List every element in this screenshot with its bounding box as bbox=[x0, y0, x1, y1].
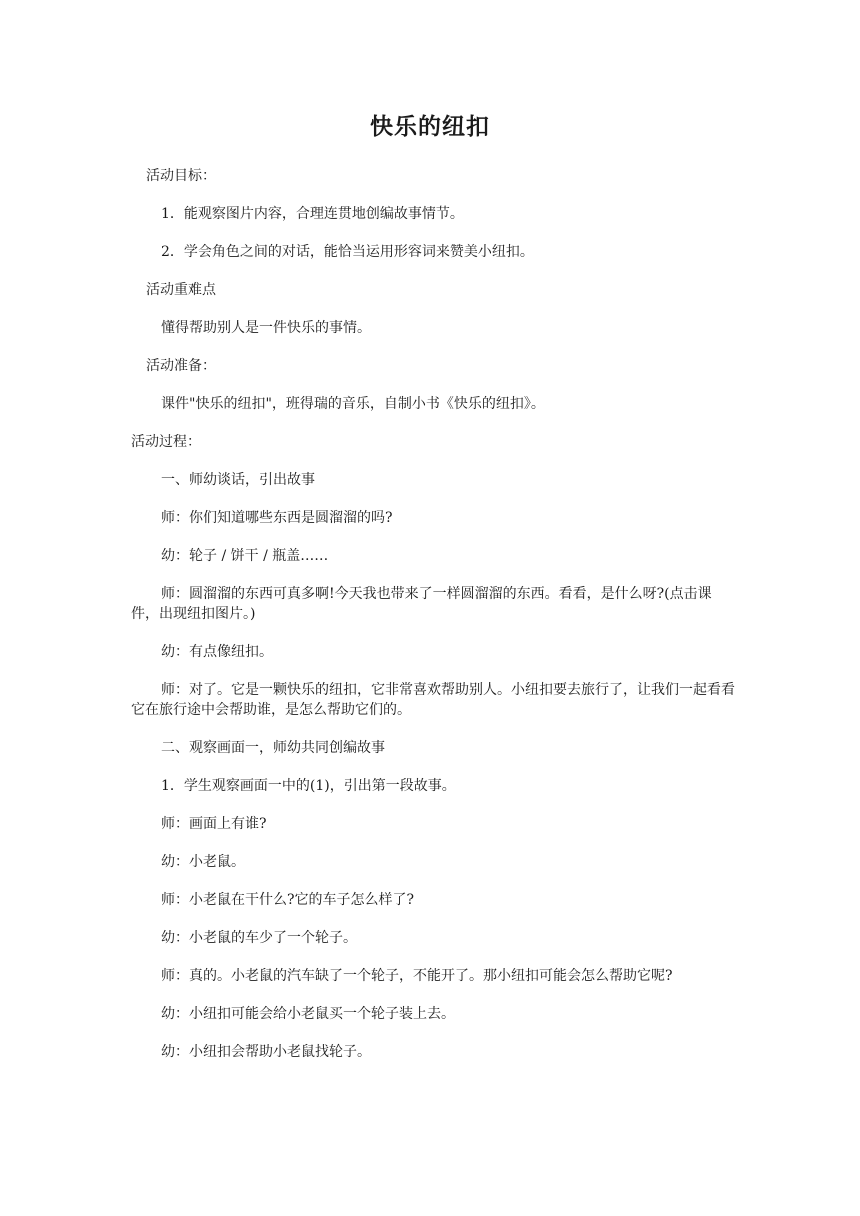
paragraph: 师：真的。小老鼠的汽车缺了一个轮子，不能开了。那小纽扣可能会怎么帮助它呢? bbox=[161, 968, 673, 984]
paragraph: 课件"快乐的纽扣"，班得瑞的音乐，自制小书《快乐的纽扣》。 bbox=[161, 396, 545, 412]
paragraph: 幼：小纽扣可能会给小老鼠买一个轮子装上去。 bbox=[161, 1006, 455, 1022]
paragraph: 师：小老鼠在干什么?它的车子怎么样了? bbox=[161, 892, 415, 908]
paragraph: 活动准备： bbox=[146, 358, 216, 374]
paragraph: 活动目标： bbox=[146, 168, 216, 184]
paragraph: 2．学会角色之间的对话，能恰当运用形容词来赞美小纽扣。 bbox=[161, 244, 534, 260]
document-body bbox=[131, 166, 736, 1080]
paragraph: 幼：有点像纽扣。 bbox=[161, 644, 273, 660]
paragraph: 幼：小老鼠的车少了一个轮子。 bbox=[161, 930, 357, 946]
paragraph: 活动过程： bbox=[131, 434, 201, 450]
paragraph: 幼：小纽扣会帮助小老鼠找轮子。 bbox=[161, 1044, 371, 1060]
paragraph: 幼：小老鼠。 bbox=[161, 854, 245, 870]
paragraph: 活动重难点 bbox=[146, 282, 216, 298]
paragraph: 师：画面上有谁? bbox=[161, 816, 267, 832]
paragraph: 一、师幼谈话，引出故事 bbox=[161, 472, 315, 488]
paragraph: 懂得帮助别人是一件快乐的事情。 bbox=[161, 320, 371, 336]
paragraph: 二、观察画面一，师幼共同创编故事 bbox=[161, 740, 385, 756]
paragraph: 师：圆溜溜的东西可真多啊!今天我也带来了一样圆溜溜的东西。看看，是什么呀?(点击课件，出现纽扣图片。) bbox=[131, 586, 712, 622]
paragraph: 幼：轮子 / 饼干 / 瓶盖…… bbox=[161, 548, 329, 564]
paragraph: 师：你们知道哪些东西是圆溜溜的吗? bbox=[161, 510, 393, 526]
paragraph: 师：对了。它是一颗快乐的纽扣，它非常喜欢帮助别人。小纽扣要去旅行了，让我们一起看看它在旅行途中会帮助谁，是怎么帮助它们的。 bbox=[131, 682, 735, 718]
document-title: 快乐的纽扣 bbox=[370, 114, 490, 140]
paragraph: 1．学生观察画面一中的(1)，引出第一段故事。 bbox=[161, 778, 456, 794]
paragraph: 1．能观察图片内容，合理连贯地创编故事情节。 bbox=[161, 206, 464, 222]
